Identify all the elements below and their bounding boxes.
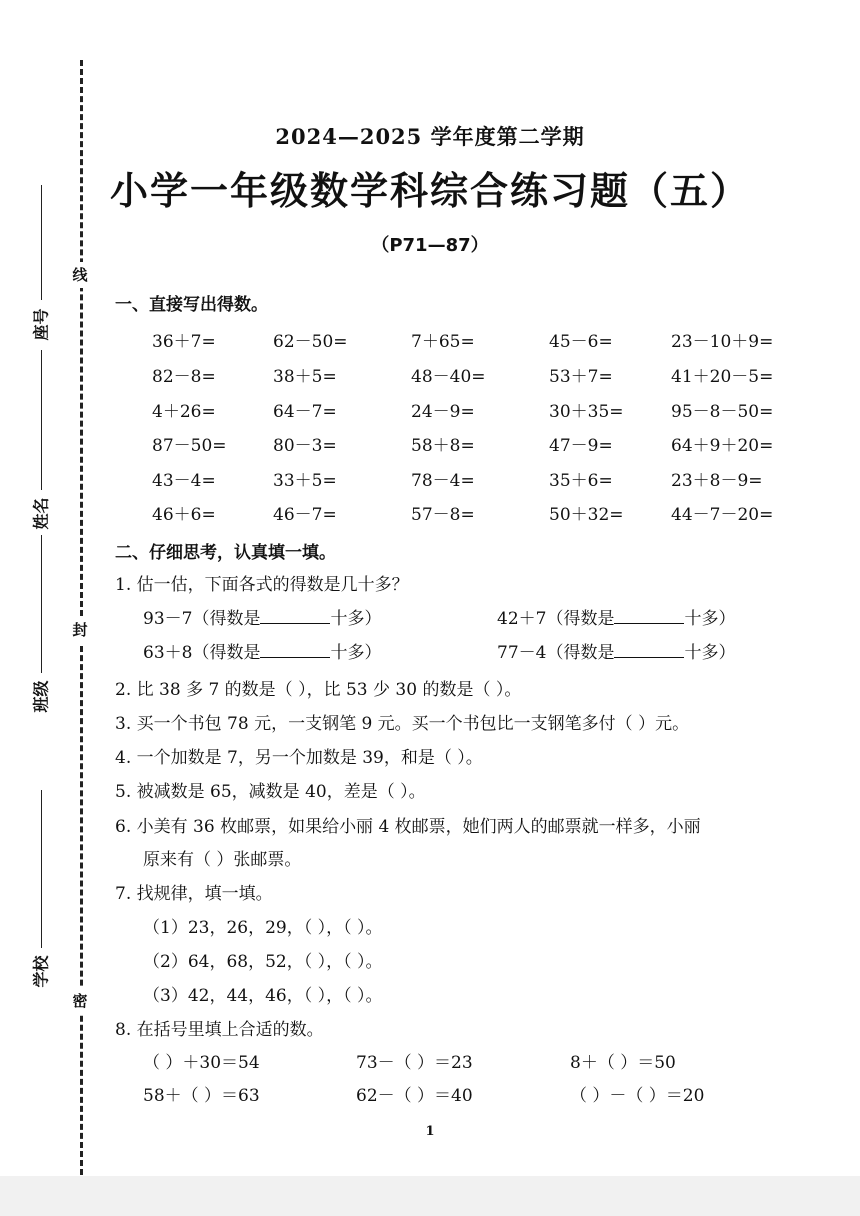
pattern-item: （3）42，44，46，（ ），（ ）。 xyxy=(143,986,383,1006)
calc-item: 62－50= xyxy=(273,332,348,352)
page-number: 1 xyxy=(425,1124,435,1139)
fill-equation: 8＋（ ）＝50 xyxy=(570,1053,676,1073)
binding-mark-seal: 封 xyxy=(70,617,90,643)
question-3: 3. 买一个书包 78 元，一支钢笔 9 元。买一个书包比一支钢笔多付（ ）元。 xyxy=(115,714,690,734)
calc-item: 23＋8－9= xyxy=(671,471,763,491)
estimate-item: 77－4（得数是 十多） xyxy=(497,643,736,663)
question-5: 5. 被减数是 65，减数是 40，差是（ ）。 xyxy=(115,782,426,802)
calc-item: 41＋20－5= xyxy=(671,367,774,387)
estimate-item: 93－7（得数是 十多） xyxy=(143,609,382,629)
estimate-item: 63＋8（得数是 十多） xyxy=(143,643,382,663)
answer-blank[interactable] xyxy=(260,643,330,658)
class-label: 班级 xyxy=(31,680,51,713)
estimate-item: 42＋7（得数是 十多） xyxy=(497,609,736,629)
answer-blank[interactable] xyxy=(260,609,330,624)
calc-item: 24－9= xyxy=(411,402,475,422)
calc-item: 57－8= xyxy=(411,505,475,525)
answer-blank[interactable] xyxy=(614,643,684,658)
calc-item: 4＋26= xyxy=(152,402,216,422)
calc-item: 23－10＋9= xyxy=(671,332,774,352)
section1-heading: 一、直接写出得数。 xyxy=(115,295,268,315)
binding-mark-secret: 密 xyxy=(70,988,90,1014)
school-year: 2024—2025 学年度第二学期 xyxy=(275,124,585,149)
calc-item: 46＋6= xyxy=(152,505,216,525)
fill-equation: 73－（ ）＝23 xyxy=(356,1053,473,1073)
calc-item: 58＋8= xyxy=(411,436,475,456)
fill-equation: 62－（ ）＝40 xyxy=(356,1086,473,1106)
page-range: （P71—87） xyxy=(371,235,489,256)
question-4: 4. 一个加数是 7，另一个加数是 39，和是（ ）。 xyxy=(115,748,483,768)
pattern-item: （1）23，26，29，（ ），（ ）。 xyxy=(143,918,383,938)
binding-mark-line: 线 xyxy=(70,262,90,288)
question-6-continued: 原来有（ ）张邮票。 xyxy=(143,850,302,870)
fill-equation: （ ）＋30＝54 xyxy=(143,1053,260,1073)
calc-item: 53＋7= xyxy=(549,367,613,387)
calc-item: 95－8－50= xyxy=(671,402,774,422)
calc-item: 46－7= xyxy=(273,505,337,525)
question-2: 2. 比 38 多 7 的数是（ ），比 53 少 30 的数是（ ）。 xyxy=(115,680,522,700)
calc-item: 47－9= xyxy=(549,436,613,456)
name-label: 姓名 xyxy=(31,497,51,530)
pattern-item: （2）64，68，52，（ ），（ ）。 xyxy=(143,952,383,972)
fill-equation: 58＋（ ）＝63 xyxy=(143,1086,260,1106)
page-bottom-band xyxy=(0,1176,860,1216)
seat-number-label: 座号 xyxy=(31,308,51,341)
school-label: 学校 xyxy=(31,955,51,988)
question-7: 7. 找规律，填一填。 xyxy=(115,884,273,904)
question-1: 1. 估一估，下面各式的得数是几十多？ xyxy=(115,575,409,595)
fill-equation: （ ）－（ ）＝20 xyxy=(570,1086,705,1106)
calc-item: 78－4= xyxy=(411,471,475,491)
calc-item: 82－8= xyxy=(152,367,216,387)
calc-item: 33＋5= xyxy=(273,471,337,491)
calc-item: 36＋7= xyxy=(152,332,216,352)
calc-item: 50＋32= xyxy=(549,505,624,525)
calc-item: 30＋35= xyxy=(549,402,624,422)
calc-item: 7＋65= xyxy=(411,332,475,352)
calc-item: 43－4= xyxy=(152,471,216,491)
calc-item: 48－40= xyxy=(411,367,486,387)
calc-item: 87－50= xyxy=(152,436,227,456)
answer-blank[interactable] xyxy=(614,609,684,624)
calc-item: 64－7= xyxy=(273,402,337,422)
question-6: 6. 小美有 36 枚邮票，如果给小丽 4 枚邮票，她们两人的邮票就一样多，小丽 xyxy=(115,817,701,837)
calc-item: 64＋9＋20= xyxy=(671,436,774,456)
calc-item: 45－6= xyxy=(549,332,613,352)
page-title: 小学一年级数学科综合练习题（五） xyxy=(109,168,750,213)
calc-item: 35＋6= xyxy=(549,471,613,491)
question-8: 8. 在括号里填上合适的数。 xyxy=(115,1020,324,1040)
calc-item: 80－3= xyxy=(273,436,337,456)
calc-item: 44－7－20= xyxy=(671,505,774,525)
section2-heading: 二、仔细思考，认真填一填。 xyxy=(115,543,336,563)
calc-item: 38＋5= xyxy=(273,367,337,387)
